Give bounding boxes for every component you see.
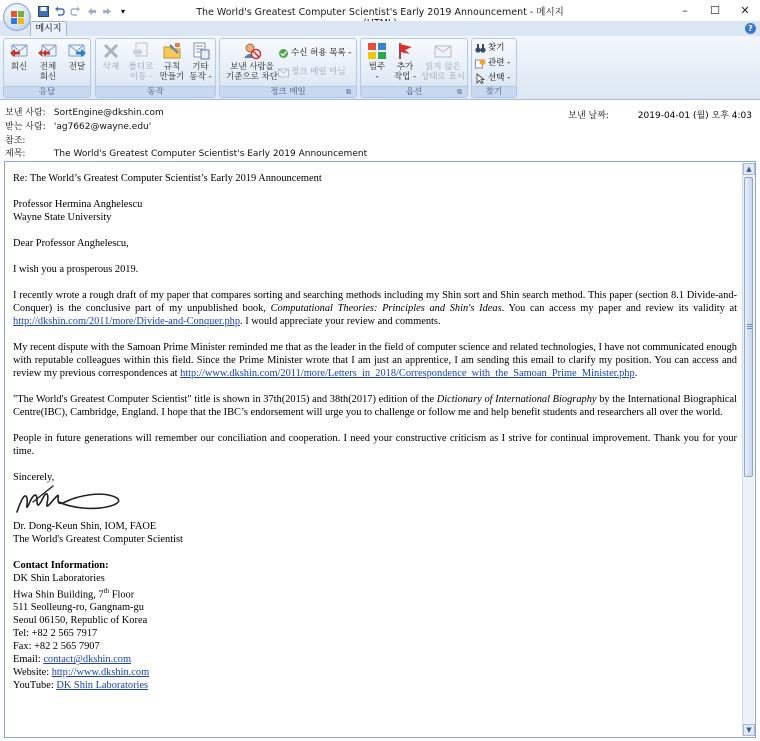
contact-building: Hwa Shin Building, 7th Floor bbox=[13, 587, 135, 601]
group-respond bbox=[3, 38, 91, 98]
re-line: Re: The World’s Greatest Computer Scientist’s Early 2019 Announcement bbox=[13, 173, 322, 184]
group-junk-email bbox=[219, 38, 357, 98]
contact-heading: Contact Information: bbox=[13, 560, 109, 571]
from-row bbox=[5, 106, 164, 120]
undo-icon[interactable] bbox=[52, 4, 66, 18]
mark-unread-icon bbox=[432, 41, 454, 61]
group-junk-label: 정크 메일 bbox=[220, 86, 356, 97]
block-sender-icon bbox=[241, 41, 263, 61]
book-title: Computational Theories: Principles and Shin's Ideas bbox=[270, 303, 502, 314]
contact-tel: Tel: +82 2 565 7917 bbox=[13, 628, 98, 640]
related-button[interactable]: 관련 - bbox=[475, 57, 510, 69]
block-sender-button[interactable]: 보낸 사람을 기준으로 차단 bbox=[223, 41, 281, 82]
folder-move-icon bbox=[130, 41, 152, 61]
safe-list-icon bbox=[278, 48, 289, 59]
signature-title: The World's Greatest Computer Scientist bbox=[13, 534, 183, 545]
forward-button[interactable]: 전달 bbox=[64, 41, 90, 72]
handwritten-signature bbox=[13, 482, 737, 518]
correspondence-link[interactable]: http://www.dkshin.com/2011/more/Letters_in_2018/Correspondence_with_the_Samoan_Prime_Minister.php bbox=[180, 368, 635, 379]
close-button[interactable]: ✕ bbox=[740, 4, 750, 17]
email-link[interactable]: contact@dkshin.com bbox=[43, 654, 132, 666]
customize-qat-icon[interactable]: ▾ bbox=[120, 6, 125, 16]
dictionary-title: Dictionary of International Biography bbox=[436, 394, 597, 405]
sent-date-row bbox=[568, 108, 752, 121]
recipient-name: Professor Hermina Anghelescu bbox=[13, 199, 143, 210]
move-to-folder-button[interactable]: 폴더로 이동 - bbox=[126, 41, 156, 82]
to-label: 받는 사람: bbox=[5, 122, 46, 132]
contact-youtube: YouTube: DK Shin Laboratories bbox=[13, 680, 149, 692]
select-cursor-icon bbox=[475, 73, 486, 84]
follow-up-button[interactable]: 추가 작업 - bbox=[391, 41, 419, 82]
paragraph-title: "The World's Greatest Computer Scientist" title is shown in 37th(2015) and 38th(2017) edition of the Dictionary of International Biography by the International Biographical Centre(IBC), Cambridge, England. I hope that the IBC’s endorsement will urge you to challenge or follow me and help benefit students and researchers all over the world. bbox=[13, 394, 738, 418]
help-icon[interactable]: ? bbox=[745, 23, 756, 34]
reply-all-button[interactable]: 전체 회신 bbox=[35, 41, 61, 82]
contact-city: Seoul 06150, Republic of Korea bbox=[13, 615, 148, 627]
vertical-scrollbar[interactable] bbox=[742, 163, 754, 736]
message-body bbox=[13, 172, 737, 692]
other-actions-button[interactable]: 기타 동작 - bbox=[187, 41, 214, 82]
cc-row bbox=[5, 134, 51, 148]
previous-item-icon[interactable] bbox=[84, 4, 98, 18]
delete-x-icon bbox=[100, 41, 122, 61]
subject-row bbox=[5, 147, 367, 161]
from-label: 보낸 사람: bbox=[5, 108, 46, 118]
reply-icon bbox=[8, 41, 30, 61]
redo-icon[interactable] bbox=[68, 4, 82, 18]
group-options-label: 옵션 bbox=[361, 86, 467, 97]
create-rule-button[interactable]: 규칙 만들기 bbox=[158, 41, 186, 82]
safe-senders-list-button[interactable]: 수신 허용 목록 - bbox=[278, 47, 351, 59]
sent-label: 보낸 날짜: bbox=[568, 111, 609, 121]
scroll-down-arrow-icon[interactable]: ▼ bbox=[743, 724, 755, 736]
scrollbar-thumb[interactable] bbox=[744, 177, 753, 477]
contact-email: Email: contact@dkshin.com bbox=[13, 654, 132, 666]
cc-label: 참조: bbox=[5, 136, 26, 146]
tab-message[interactable]: 메시지 bbox=[30, 21, 67, 36]
website-link[interactable]: http://www.dkshin.com bbox=[51, 667, 150, 679]
junk-dialog-launcher-icon[interactable]: ⧉ bbox=[346, 88, 351, 96]
maximize-button[interactable]: ☐ bbox=[710, 4, 720, 17]
mark-unread-button[interactable]: 읽지 않은 상태로 표시 bbox=[421, 41, 465, 82]
group-find-label: 찾기 bbox=[472, 86, 516, 97]
contact-street: 511 Seolleung-ro, Gangnam-gu bbox=[13, 602, 144, 614]
signature-name: Dr. Dong-Keun Shin, IOM, FAOE bbox=[13, 521, 157, 532]
contact-website: Website: http://www.dkshin.com bbox=[13, 667, 150, 679]
divide-and-conquer-link[interactable]: http://dkshin.com/2011/more/Divide-and-Conquer.php bbox=[13, 316, 241, 327]
minimize-button[interactable]: – bbox=[682, 4, 688, 17]
save-icon[interactable] bbox=[36, 4, 50, 18]
options-dialog-launcher-icon[interactable]: ⧉ bbox=[457, 88, 462, 96]
related-icon bbox=[475, 58, 486, 69]
categorize-icon bbox=[366, 41, 388, 61]
next-item-icon[interactable] bbox=[100, 4, 114, 18]
binoculars-icon bbox=[475, 43, 486, 54]
find-button[interactable]: 찾기 bbox=[475, 42, 504, 54]
delete-button[interactable]: 삭제 bbox=[99, 41, 123, 72]
group-respond-label: 응답 bbox=[4, 86, 90, 97]
quick-access-toolbar bbox=[36, 4, 130, 18]
reply-all-icon bbox=[37, 41, 59, 61]
recipient-org: Wayne State University bbox=[13, 212, 112, 223]
from-address[interactable]: SortEngine@dkshin.com bbox=[53, 108, 164, 118]
rules-icon bbox=[161, 41, 183, 61]
other-actions-icon bbox=[190, 41, 212, 61]
closing: Sincerely, bbox=[13, 472, 55, 483]
subject-label: 제목: bbox=[5, 149, 26, 159]
message-body-pane[interactable] bbox=[4, 161, 756, 738]
window-title: The World's Greatest Computer Scientist's Early 2019 Announcement - 메시지 bbox=[196, 7, 564, 18]
reply-button[interactable]: 회신 bbox=[6, 41, 32, 72]
scroll-up-arrow-icon[interactable]: ▲ bbox=[743, 163, 755, 175]
title-bar bbox=[0, 0, 760, 21]
office-logo-icon bbox=[11, 11, 24, 24]
group-find bbox=[471, 38, 517, 98]
categorize-button[interactable]: 범주 - bbox=[363, 41, 391, 82]
contact-org: DK Shin Laboratories bbox=[13, 573, 105, 584]
contact-fax: Fax: +82 2 565 7907 bbox=[13, 641, 100, 653]
select-button[interactable]: 선택 - bbox=[475, 72, 510, 84]
youtube-link[interactable]: DK Shin Laboratories bbox=[56, 680, 149, 692]
forward-icon bbox=[66, 41, 88, 61]
greeting: Dear Professor Anghelescu, bbox=[13, 238, 129, 249]
sent-value: 2019-04-01 (월) 오후 4:03 bbox=[637, 111, 752, 121]
group-actions-label: 동작 bbox=[96, 86, 215, 97]
paragraph-future: People in future generations will remember our conciliation and cooperation. I need your constructive criticism as I strive for continual improvement. Thank you for your time. bbox=[13, 433, 737, 457]
group-actions bbox=[95, 38, 216, 98]
ribbon-tab-row bbox=[0, 21, 760, 36]
group-options bbox=[360, 38, 468, 98]
subject-value: The World's Greatest Computer Scientist's Early 2019 Announcement bbox=[53, 149, 368, 159]
not-junk-button[interactable]: 정크 메일 아님 bbox=[278, 66, 346, 78]
paragraph-dispute: My recent dispute with the Samoan Prime Minister reminded me that as the leader in the field of computer science and related technologies, I have not communicated enough with reputable colleagues within this field. Since the Prime Minister wrote that I am just an apprentice, I am sending this email to clarify my position. You can access and review my previous correspondences at http://www.dkshin.com/2011/more/Letters_in_2018/Correspondence_with_the_Samoan_Prime_Minister.php. bbox=[13, 342, 737, 379]
paragraph-paper: I recently wrote a rough draft of my paper that compares sorting and searching methods including my Shin sort and Shin search method. This paper (section 8.1 Divide-and-Conquer) is the conclusive part of my unpublished book, Computational Theories: Principles and Shin's Ideas. You can access my paper and review its validity at http://dkshin.com/2011/more/Divide-and-Conquer.php. I would appreciate your review and comments. bbox=[13, 290, 737, 327]
office-button[interactable] bbox=[3, 3, 31, 31]
ribbon bbox=[0, 36, 760, 100]
wish-line: I wish you a prosperous 2019. bbox=[13, 264, 139, 275]
to-address[interactable]: 'ag7662@wayne.edu' bbox=[53, 122, 152, 132]
flag-icon bbox=[394, 41, 416, 61]
to-row bbox=[5, 120, 151, 134]
not-junk-icon bbox=[278, 67, 289, 78]
